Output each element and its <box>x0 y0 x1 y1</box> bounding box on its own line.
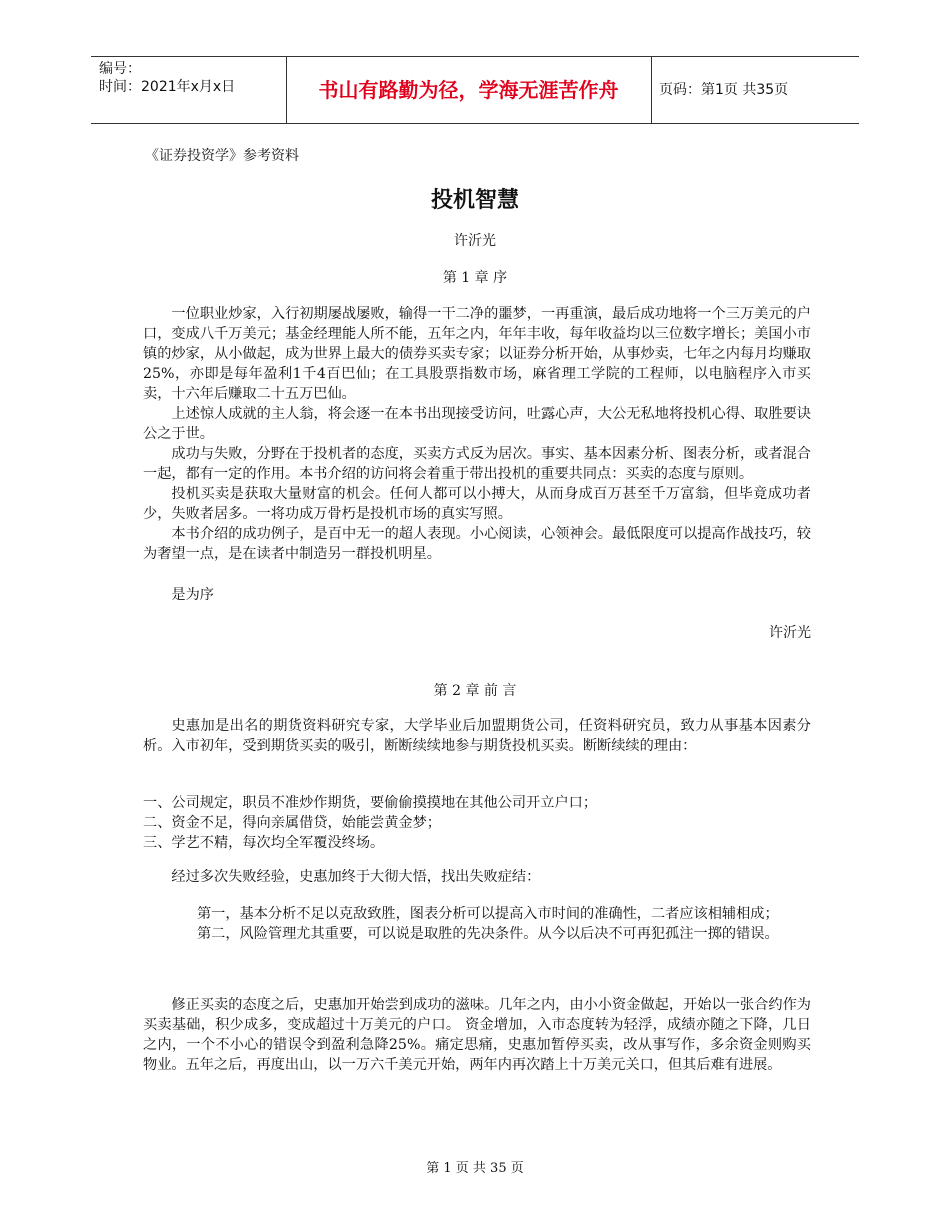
list-item: 三、学艺不精，每次均全军覆没终场。 <box>143 835 385 851</box>
preface-closing-block <box>143 585 811 605</box>
paragraph: 一位职业炒家，入行初期屡战屡败，输得一干二净的噩梦，一再重演，最后成功地将一个三万美元的户口，变成八千万美元；基金经理能人所不能，五年之内，年年丰收，每年收益均以三位数字增长；美国小市镇的炒家，从小做起，成为世界上最大的债券买卖专家；以证券分析开始，从事炒卖，七年之内每月均赚取25%，亦即是每年盈利1千4百巴仙；在工具股票指数市场，麻省理工学院的工程师，以电脑程序入市买卖，十六年后赚取二十五万巴仙。 <box>143 306 811 402</box>
paragraph: 经过多次失败经验，史惠加终于大彻大悟，找出失败症结： <box>171 869 541 885</box>
list-item: 二、资金不足，得向亲属借贷，始能尝黄金梦； <box>143 815 441 831</box>
lessons-list <box>143 904 811 944</box>
document-title: 投机智慧 <box>430 188 519 213</box>
reasons-list <box>143 793 811 853</box>
list-item: 一、公司规定，职员不准炒作期货，要偷偷摸摸地在其他公司开立户口； <box>143 795 598 811</box>
paragraph: 史惠加是出名的期货资料研究专家，大学毕业后加盟期货公司，任资料研究员，致力从事基本因素分析。入市初年，受到期货买卖的吸引，断断续续地参与期货投机买卖。断断续续的理由： <box>143 718 811 754</box>
paragraph: 修正买卖的态度之后，史惠加开始尝到成功的滋味。几年之内，由小小资金做起，开始以一张合约作为买卖基础，积少成多，变成超过十万美元的户口。 资金增加，入市态度转为轻浮，成绩亦随之下降，几日之内，一个不小心的错误令到盈利急降25%。痛定思痛，史惠加暂停买卖，改从事写作，多余资金则购买物业。五年之后，再度出山，以一万六千美元开始，两年内再次踏上十万美元关口，但其后难有进展。 <box>143 997 811 1073</box>
header-number-label: 编号： <box>99 61 141 77</box>
header-motto: 书山有路勤为径，学海无涯苦作舟 <box>318 78 619 102</box>
reference-note: 《证券投资学》参考资料 <box>145 148 299 164</box>
chapter-1-heading: 第 1 章 序 <box>442 270 508 286</box>
chapter-2-heading: 第 2 章 前 言 <box>433 683 517 699</box>
header-page-info: 页码：第1页 共35页 <box>659 82 789 98</box>
author-name: 许沂光 <box>454 233 496 249</box>
paragraph: 本书介绍的成功例子，是百中无一的超人表现。小心阅读，心领神会。最低限度可以提高作战技巧，较为奢望一点，是在读者中制造另一群投机明星。 <box>143 526 811 562</box>
page-footer: 第 1 页 共 35 页 <box>426 1161 524 1176</box>
chapter-1-body <box>143 304 811 564</box>
paragraph: 上述惊人成就的主人翁，将会逐一在本书出现接受访问，吐露心声，大公无私地将投机心得、取胜要诀公之于世。 <box>143 406 811 442</box>
list-item: 第二，风险管理尤其重要，可以说是取胜的先决条件。从今以后决不可再犯孤注一掷的错误。 <box>196 926 779 942</box>
paragraph: 成功与失败，分野在于投机者的态度，买卖方式反为居次。事实、基本因素分析、图表分析，或者混合一起，都有一定的作用。本书介绍的访问将会着重于带出投机的重要共同点：买卖的态度与原则。 <box>143 446 811 482</box>
header-divider <box>651 57 652 123</box>
paragraph: 投机买卖是获取大量财富的机会。任何人都可以小搏大，从而身成百万甚至千万富翁，但毕竟成功者少，失败者居多。一将功成万骨朽是投机市场的真实写照。 <box>143 486 811 522</box>
list-item: 第一，基本分析不足以克敌致胜，图表分析可以提高入市时间的准确性，二者应该相辅相成； <box>196 906 779 922</box>
preface-signature: 许沂光 <box>769 625 811 641</box>
lesson-intro-block <box>143 867 811 887</box>
chapter-2-intro-block <box>143 716 811 756</box>
header-time-label: 时间：2021年x月x日 <box>99 79 236 95</box>
header-meta <box>99 60 235 96</box>
page-header <box>91 56 859 124</box>
preface-closing: 是为序 <box>171 587 214 603</box>
chapter-2-final-block <box>143 995 811 1075</box>
